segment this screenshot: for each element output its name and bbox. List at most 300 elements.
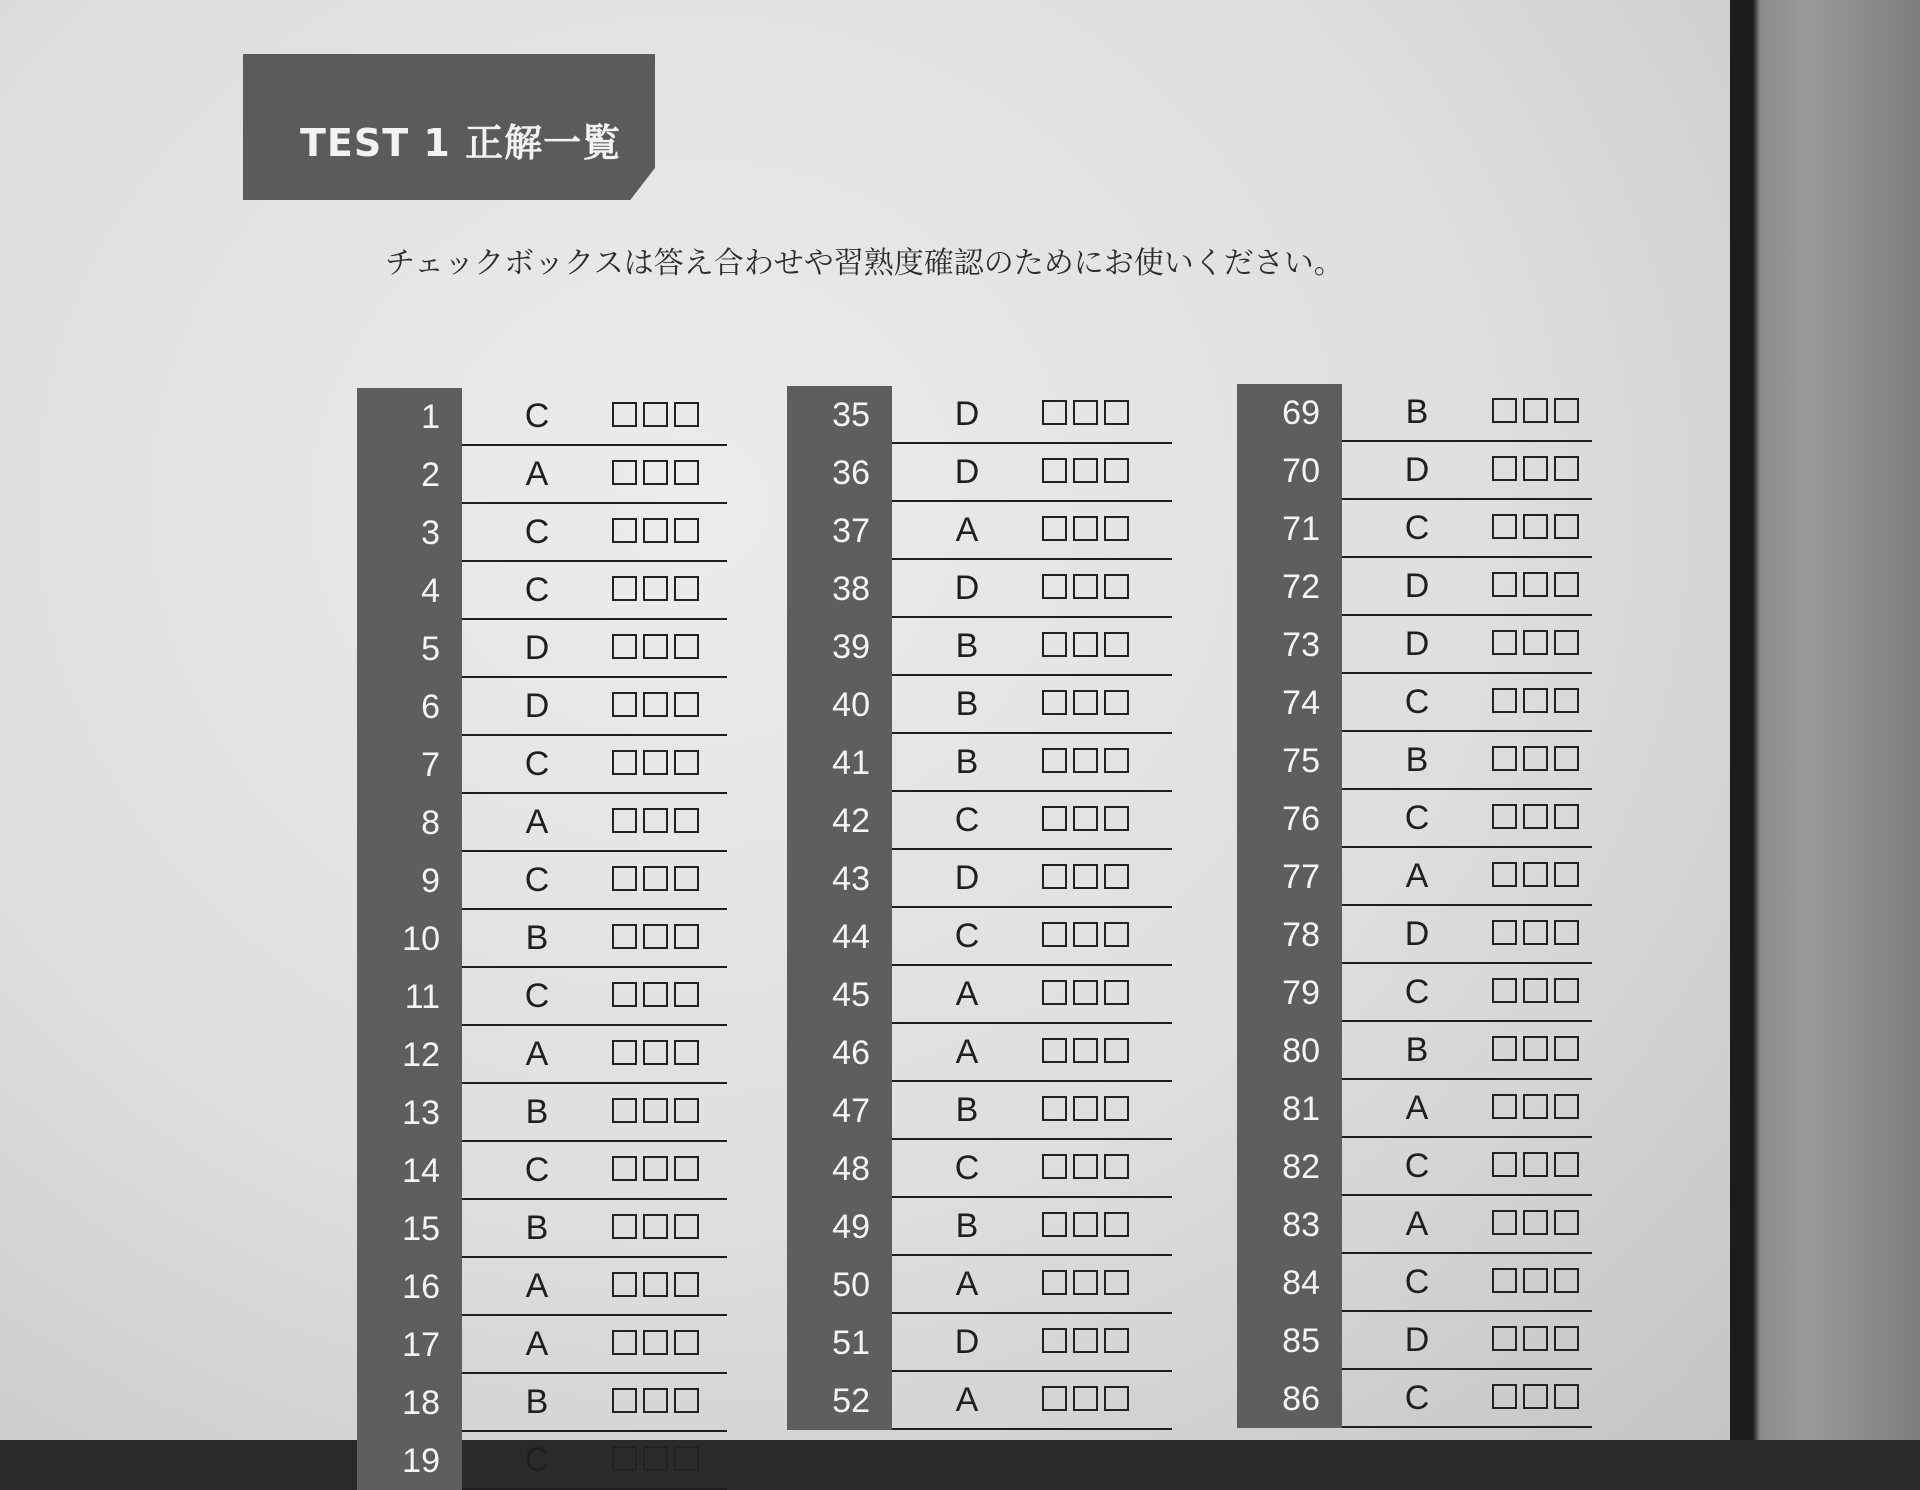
checkbox-group (1492, 1326, 1579, 1351)
question-number: 79 (1237, 964, 1342, 1022)
check-box[interactable] (643, 1330, 668, 1355)
check-box[interactable] (1492, 456, 1517, 481)
check-box[interactable] (612, 982, 637, 1007)
check-box[interactable] (1554, 572, 1579, 597)
answer-row (1237, 442, 1592, 500)
answer-letter: D (1404, 450, 1430, 489)
check-box[interactable] (1073, 806, 1098, 831)
answer-row (357, 794, 727, 852)
question-number: 5 (357, 620, 462, 678)
answer-letter: D (954, 394, 980, 433)
check-box[interactable] (643, 924, 668, 949)
answer-letter: B (955, 684, 979, 723)
check-box[interactable] (643, 1272, 668, 1297)
check-box[interactable] (1523, 1268, 1548, 1293)
checkbox-group (612, 924, 699, 949)
check-box[interactable] (1554, 1210, 1579, 1235)
question-number: 47 (787, 1082, 892, 1140)
checkbox-group (612, 518, 699, 543)
check-box[interactable] (643, 402, 668, 427)
check-box[interactable] (1042, 1328, 1067, 1353)
check-box[interactable] (1042, 922, 1067, 947)
check-box[interactable] (674, 460, 699, 485)
check-box[interactable] (612, 1214, 637, 1239)
checkbox-group (1042, 1270, 1129, 1295)
question-number: 10 (357, 910, 462, 968)
question-number: 13 (357, 1084, 462, 1142)
question-number: 36 (787, 444, 892, 502)
check-box[interactable] (1073, 1386, 1098, 1411)
answer-row (357, 1258, 727, 1316)
check-box[interactable] (612, 866, 637, 891)
check-box[interactable] (1104, 400, 1129, 425)
check-box[interactable] (1554, 630, 1579, 655)
check-box[interactable] (1042, 1154, 1067, 1179)
check-box[interactable] (1073, 1038, 1098, 1063)
check-box[interactable] (674, 518, 699, 543)
check-box[interactable] (1104, 1328, 1129, 1353)
check-box[interactable] (612, 402, 637, 427)
check-box[interactable] (1492, 1210, 1517, 1235)
check-box[interactable] (1523, 978, 1548, 1003)
question-number: 38 (787, 560, 892, 618)
check-box[interactable] (674, 576, 699, 601)
checkbox-group (612, 1214, 699, 1239)
check-box[interactable] (1554, 1094, 1579, 1119)
answer-letter: A (955, 1264, 979, 1303)
check-box[interactable] (612, 1388, 637, 1413)
check-box[interactable] (643, 460, 668, 485)
check-box[interactable] (674, 1388, 699, 1413)
check-box[interactable] (1104, 748, 1129, 773)
check-box[interactable] (1554, 978, 1579, 1003)
check-box[interactable] (1042, 1212, 1067, 1237)
answer-row (357, 388, 727, 446)
check-box[interactable] (1073, 1154, 1098, 1179)
answer-letter: D (1404, 914, 1430, 953)
check-box[interactable] (1554, 1268, 1579, 1293)
check-box[interactable] (612, 692, 637, 717)
check-box[interactable] (1104, 1038, 1129, 1063)
check-box[interactable] (1523, 456, 1548, 481)
answer-row (357, 678, 727, 736)
checkbox-group (1492, 1152, 1579, 1177)
question-number: 19 (357, 1432, 462, 1490)
check-box[interactable] (674, 1272, 699, 1297)
checkbox-group (1042, 516, 1129, 541)
check-box[interactable] (643, 576, 668, 601)
check-box[interactable] (1104, 1386, 1129, 1411)
checkbox-group (1492, 1094, 1579, 1119)
question-number: 39 (787, 618, 892, 676)
answer-letter: B (525, 918, 549, 957)
answer-row (357, 562, 727, 620)
answer-row (1237, 1312, 1592, 1370)
answer-row (787, 1372, 1172, 1430)
check-box[interactable] (674, 866, 699, 891)
check-box[interactable] (1492, 688, 1517, 713)
checkbox-group (612, 982, 699, 1007)
checkbox-group (612, 576, 699, 601)
answer-letter: D (954, 858, 980, 897)
answer-row (787, 1024, 1172, 1082)
answer-letter: C (1404, 972, 1430, 1011)
answer-row (1237, 500, 1592, 558)
checkbox-group (1492, 1036, 1579, 1061)
check-box[interactable] (1073, 922, 1098, 947)
answer-row (357, 504, 727, 562)
check-box[interactable] (1104, 806, 1129, 831)
check-box[interactable] (1523, 804, 1548, 829)
answer-letter: C (1404, 1146, 1430, 1185)
answer-letter: A (955, 1032, 979, 1071)
check-box[interactable] (1073, 1270, 1098, 1295)
answer-row (1237, 1022, 1592, 1080)
check-box[interactable] (643, 1388, 668, 1413)
check-box[interactable] (643, 1156, 668, 1181)
check-box[interactable] (1554, 456, 1579, 481)
check-box[interactable] (674, 1214, 699, 1239)
answer-row (787, 444, 1172, 502)
check-box[interactable] (612, 518, 637, 543)
answer-row (787, 386, 1172, 444)
check-box[interactable] (1073, 458, 1098, 483)
check-box[interactable] (1492, 1152, 1517, 1177)
check-box[interactable] (1492, 1268, 1517, 1293)
check-box[interactable] (1492, 1036, 1517, 1061)
checkbox-group (1492, 920, 1579, 945)
answer-letter: C (524, 860, 550, 899)
question-number: 18 (357, 1374, 462, 1432)
check-box[interactable] (1523, 514, 1548, 539)
answer-letter: A (1405, 1088, 1429, 1127)
page-edge (1730, 0, 1920, 1440)
check-box[interactable] (1042, 1096, 1067, 1121)
answer-letter: C (524, 1440, 550, 1479)
check-box[interactable] (1042, 980, 1067, 1005)
check-box[interactable] (674, 750, 699, 775)
question-number: 1 (357, 388, 462, 446)
check-box[interactable] (1523, 1210, 1548, 1235)
check-box[interactable] (1104, 1096, 1129, 1121)
check-box[interactable] (643, 982, 668, 1007)
check-box[interactable] (1042, 1386, 1067, 1411)
check-box[interactable] (1492, 572, 1517, 597)
answer-row (357, 1374, 727, 1432)
check-box[interactable] (1523, 1326, 1548, 1351)
question-number: 84 (1237, 1254, 1342, 1312)
answer-row (1237, 674, 1592, 732)
checkbox-group (1042, 1328, 1129, 1353)
check-box[interactable] (1042, 864, 1067, 889)
answer-letter: B (955, 1090, 979, 1129)
answer-letter: A (525, 454, 549, 493)
check-box[interactable] (1042, 748, 1067, 773)
check-box[interactable] (1104, 864, 1129, 889)
checkbox-group (1492, 398, 1579, 423)
check-box[interactable] (674, 1156, 699, 1181)
check-box[interactable] (1073, 1096, 1098, 1121)
check-box[interactable] (1073, 400, 1098, 425)
answer-row (357, 1432, 727, 1490)
check-box[interactable] (1554, 398, 1579, 423)
question-number: 7 (357, 736, 462, 794)
answer-row (787, 560, 1172, 618)
check-box[interactable] (1492, 804, 1517, 829)
check-box[interactable] (612, 1098, 637, 1123)
check-box[interactable] (1554, 1326, 1579, 1351)
check-box[interactable] (643, 866, 668, 891)
check-box[interactable] (1523, 746, 1548, 771)
check-box[interactable] (1073, 864, 1098, 889)
answer-letter: A (955, 510, 979, 549)
check-box[interactable] (1073, 748, 1098, 773)
answer-letter: C (954, 800, 980, 839)
answer-letter: D (954, 1322, 980, 1361)
answer-row (787, 618, 1172, 676)
answer-letter: C (524, 512, 550, 551)
check-box[interactable] (643, 808, 668, 833)
question-number: 6 (357, 678, 462, 736)
answer-letter: C (1404, 682, 1430, 721)
checkbox-group (1492, 1210, 1579, 1235)
answer-row (787, 966, 1172, 1024)
check-box[interactable] (674, 402, 699, 427)
answer-letter: C (524, 744, 550, 783)
check-box[interactable] (1104, 922, 1129, 947)
check-box[interactable] (1042, 632, 1067, 657)
check-box[interactable] (1492, 398, 1517, 423)
check-box[interactable] (674, 924, 699, 949)
checkbox-group (1042, 864, 1129, 889)
check-box[interactable] (1523, 572, 1548, 597)
check-box[interactable] (1073, 574, 1098, 599)
check-box[interactable] (612, 1446, 637, 1471)
check-box[interactable] (1554, 746, 1579, 771)
answer-row (357, 968, 727, 1026)
check-box[interactable] (643, 634, 668, 659)
check-box[interactable] (1554, 1152, 1579, 1177)
check-box[interactable] (1492, 862, 1517, 887)
check-box[interactable] (674, 982, 699, 1007)
check-box[interactable] (1492, 920, 1517, 945)
check-box[interactable] (612, 576, 637, 601)
check-box[interactable] (1104, 574, 1129, 599)
check-box[interactable] (674, 1040, 699, 1065)
question-number: 85 (1237, 1312, 1342, 1370)
answer-row (357, 1142, 727, 1200)
check-box[interactable] (612, 634, 637, 659)
answer-row (1237, 964, 1592, 1022)
question-number: 70 (1237, 442, 1342, 500)
question-number: 72 (1237, 558, 1342, 616)
check-box[interactable] (1073, 516, 1098, 541)
check-box[interactable] (643, 1446, 668, 1471)
answer-letter: B (955, 626, 979, 665)
question-number: 76 (1237, 790, 1342, 848)
checkbox-group (1492, 688, 1579, 713)
question-number: 2 (357, 446, 462, 504)
check-box[interactable] (1104, 1270, 1129, 1295)
check-box[interactable] (1523, 688, 1548, 713)
check-box[interactable] (1042, 516, 1067, 541)
check-box[interactable] (1104, 1154, 1129, 1179)
check-box[interactable] (1554, 1036, 1579, 1061)
question-number: 14 (357, 1142, 462, 1200)
question-number: 75 (1237, 732, 1342, 790)
check-box[interactable] (1523, 1384, 1548, 1409)
check-box[interactable] (1104, 516, 1129, 541)
answer-row (1237, 1254, 1592, 1312)
answer-letter: B (955, 1206, 979, 1245)
check-box[interactable] (1492, 1384, 1517, 1409)
question-number: 16 (357, 1258, 462, 1316)
check-box[interactable] (1492, 1326, 1517, 1351)
checkbox-group (1042, 980, 1129, 1005)
checkbox-group (612, 402, 699, 427)
check-box[interactable] (1073, 1328, 1098, 1353)
check-box[interactable] (1554, 514, 1579, 539)
answer-row (787, 1256, 1172, 1314)
check-box[interactable] (612, 460, 637, 485)
checkbox-group (612, 866, 699, 891)
answer-letter: A (525, 1266, 549, 1305)
check-box[interactable] (1523, 1152, 1548, 1177)
check-box[interactable] (612, 924, 637, 949)
check-box[interactable] (1042, 574, 1067, 599)
check-box[interactable] (1554, 862, 1579, 887)
question-number: 42 (787, 792, 892, 850)
question-number: 52 (787, 1372, 892, 1430)
check-box[interactable] (1104, 980, 1129, 1005)
answer-letter: B (525, 1208, 549, 1247)
check-box[interactable] (1523, 398, 1548, 423)
answer-column-3 (1237, 384, 1592, 1428)
check-box[interactable] (643, 518, 668, 543)
check-box[interactable] (1104, 632, 1129, 657)
check-box[interactable] (1104, 458, 1129, 483)
question-number: 8 (357, 794, 462, 852)
check-box[interactable] (1042, 1038, 1067, 1063)
check-box[interactable] (612, 1272, 637, 1297)
checkbox-group (1042, 748, 1129, 773)
check-box[interactable] (612, 1156, 637, 1181)
check-box[interactable] (612, 808, 637, 833)
question-number: 15 (357, 1200, 462, 1258)
check-box[interactable] (1492, 514, 1517, 539)
answer-letter: A (1405, 856, 1429, 895)
answer-row (357, 620, 727, 678)
check-box[interactable] (643, 1040, 668, 1065)
check-box[interactable] (674, 634, 699, 659)
checkbox-group (612, 1330, 699, 1355)
check-box[interactable] (1042, 458, 1067, 483)
check-box[interactable] (1042, 806, 1067, 831)
check-box[interactable] (1073, 690, 1098, 715)
answer-letter: B (1405, 740, 1429, 779)
answer-letter: C (524, 1150, 550, 1189)
answer-letter: B (525, 1382, 549, 1421)
check-box[interactable] (1104, 1212, 1129, 1237)
answer-row (1237, 616, 1592, 674)
answer-letter: D (1404, 566, 1430, 605)
answer-letter: D (1404, 624, 1430, 663)
answer-row (357, 1084, 727, 1142)
checkbox-group (612, 1040, 699, 1065)
question-number: 71 (1237, 500, 1342, 558)
question-number: 37 (787, 502, 892, 560)
answer-row (1237, 384, 1592, 442)
answer-letter: C (524, 396, 550, 435)
check-box[interactable] (1523, 862, 1548, 887)
check-box[interactable] (612, 1040, 637, 1065)
answer-row (1237, 848, 1592, 906)
answer-row (1237, 906, 1592, 964)
check-box[interactable] (643, 1098, 668, 1123)
check-box[interactable] (1042, 690, 1067, 715)
check-box[interactable] (1492, 1094, 1517, 1119)
check-box[interactable] (1042, 400, 1067, 425)
check-box[interactable] (1104, 690, 1129, 715)
check-box[interactable] (1523, 920, 1548, 945)
check-box[interactable] (1554, 920, 1579, 945)
check-box[interactable] (1554, 804, 1579, 829)
checkbox-group (612, 1156, 699, 1181)
answer-letter: B (525, 1092, 549, 1131)
answer-letter: C (524, 570, 550, 609)
checkbox-group (612, 808, 699, 833)
check-box[interactable] (1073, 980, 1098, 1005)
answer-row (357, 1200, 727, 1258)
check-box[interactable] (674, 808, 699, 833)
check-box[interactable] (674, 1446, 699, 1471)
check-box[interactable] (1492, 630, 1517, 655)
check-box[interactable] (1554, 1384, 1579, 1409)
check-box[interactable] (1073, 1212, 1098, 1237)
answer-column-1 (357, 388, 727, 1490)
check-box[interactable] (1492, 978, 1517, 1003)
question-number: 48 (787, 1140, 892, 1198)
question-number: 81 (1237, 1080, 1342, 1138)
check-box[interactable] (643, 692, 668, 717)
answer-letter: C (1404, 508, 1430, 547)
checkbox-group (1042, 1212, 1129, 1237)
question-number: 45 (787, 966, 892, 1024)
check-box[interactable] (674, 1098, 699, 1123)
check-box[interactable] (1554, 688, 1579, 713)
checkbox-group (1492, 804, 1579, 829)
check-box[interactable] (1492, 746, 1517, 771)
check-box[interactable] (1523, 1036, 1548, 1061)
check-box[interactable] (612, 1330, 637, 1355)
check-box[interactable] (1073, 632, 1098, 657)
check-box[interactable] (612, 750, 637, 775)
check-box[interactable] (1042, 1270, 1067, 1295)
check-box[interactable] (674, 692, 699, 717)
check-box[interactable] (674, 1330, 699, 1355)
question-number: 73 (1237, 616, 1342, 674)
check-box[interactable] (643, 750, 668, 775)
check-box[interactable] (1523, 1094, 1548, 1119)
checkbox-group (1492, 862, 1579, 887)
answer-letter: A (955, 1380, 979, 1419)
check-box[interactable] (643, 1214, 668, 1239)
answer-row (357, 852, 727, 910)
answer-letter: B (1405, 1030, 1429, 1069)
question-number: 74 (1237, 674, 1342, 732)
question-number: 77 (1237, 848, 1342, 906)
check-box[interactable] (1523, 630, 1548, 655)
